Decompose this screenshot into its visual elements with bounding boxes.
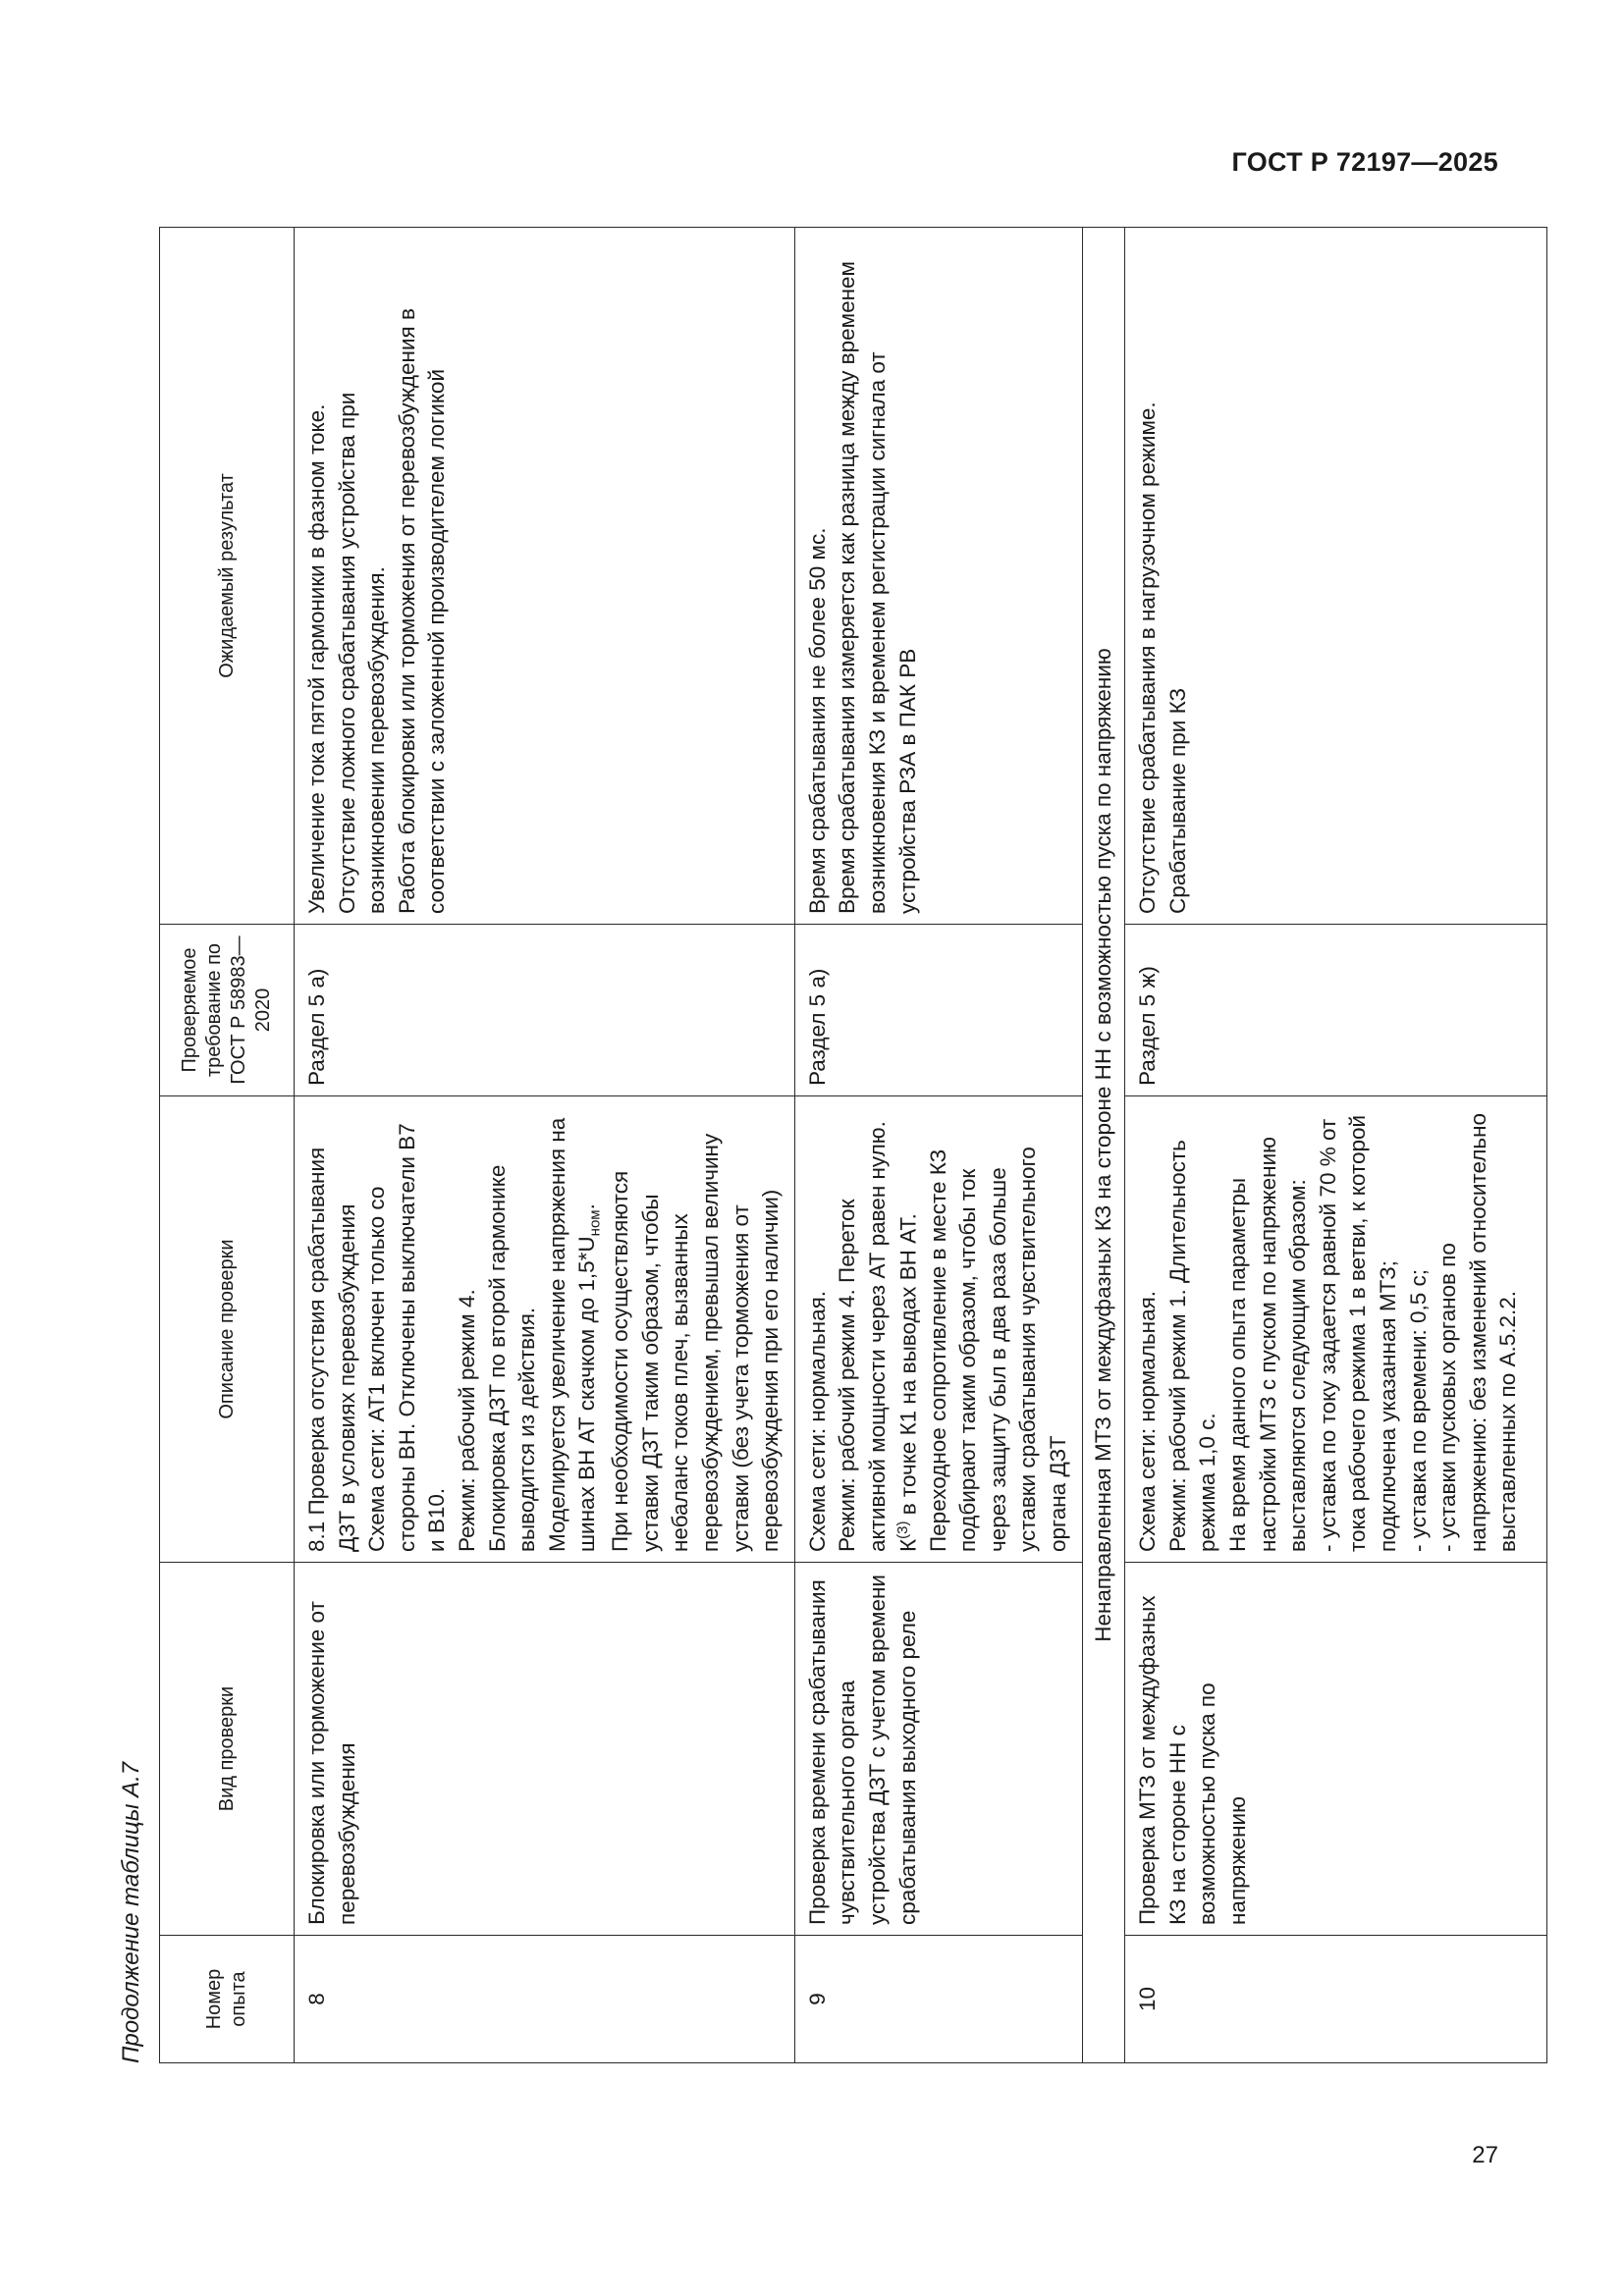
table-row [1125, 228, 1547, 2063]
result-line: Работа блокировки или торможения от перевозбуждения в соответствии с заложенной производителем логикой [394, 308, 450, 914]
row-kind: Блокировка или торможение от перевозбуждения [295, 1563, 795, 1936]
desc-line: - уставка по времени: 0,5 с; [1405, 1268, 1431, 1552]
desc-line: Схема сети: нормальная. [1135, 1290, 1161, 1552]
table-caption: Продолжение таблицы А.7 [118, 1761, 144, 2063]
col-header-result: Ожидаемый результат [160, 228, 295, 925]
desc-line: Схема сети: нормальная. [804, 1290, 830, 1552]
row-result [1125, 228, 1547, 925]
result-line: Отсутствие ложного срабатывания устройства при возникновении перевозбуждения. [334, 392, 390, 914]
desc-line: Режим: рабочий режим 4. [454, 1289, 479, 1552]
section-row [1082, 228, 1125, 2063]
row-requirement: Раздел 5 а) [295, 925, 795, 1096]
desc-line: Блокировка ДЗТ по второй гармонике выводится из действия. [484, 1164, 540, 1552]
col-header-number: Номер опыта [160, 1936, 295, 2063]
table-header-row [160, 228, 295, 2063]
row-result [295, 228, 795, 925]
desc-line: 8.1 Проверка отсутствия срабатывания ДЗТ в условиях перевозбуждения [304, 1147, 359, 1552]
desc-line-kz: $К^{(3)}$ в точке К1 на выводах ВН АТ. [893, 1213, 921, 1552]
table-row [794, 228, 1082, 2063]
row-number: 10 [1125, 1936, 1547, 2063]
col-header-kind: Вид проверки [160, 1563, 295, 1936]
desc-line: Схема сети: АТ1 включен только со стороны ВН. Отключены выключатели В7 и В10. [364, 1123, 450, 1552]
row-description [1125, 1096, 1547, 1563]
result-line: Срабатывание при КЗ [1164, 687, 1190, 914]
result-line: Увеличение тока пятой гармоники в фазном токе. [304, 403, 329, 914]
desc-line: Переходное сопротивление в месте КЗ подбирают таким образом, чтобы ток через защиту был в два раза больше уставки срабатывания чувствительного органа ДЗТ [925, 1147, 1071, 1552]
test-table [159, 227, 1547, 2063]
row-requirement: Раздел 5 ж) [1125, 925, 1547, 1096]
result-line: Время срабатывания не более 50 мс. [804, 527, 830, 914]
row-description [295, 1096, 795, 1563]
rotated-page-content [108, 228, 1521, 2063]
row-requirement: Раздел 5 а) [794, 925, 1082, 1096]
col-header-requirement: Проверяемое требование по ГОСТ Р 58983—2020 [160, 925, 295, 1096]
section-title: Ненаправленная МТЗ от междуфазных КЗ на стороне НН с возможностью пуска по напряжению [1082, 228, 1125, 2063]
result-line: Отсутствие срабатывания в нагрузочном режиме. [1135, 401, 1161, 914]
row-result [794, 228, 1082, 925]
desc-line: - уставка по току задается равной 70 % от тока рабочего режима 1 в ветви, к которой подключена указанная МТЗ; [1315, 1114, 1400, 1552]
col-header-description: Описание проверки [160, 1096, 295, 1563]
desc-line-unom: Моделируется увеличение напряжения на шинах ВН АТ скачком до $1,5*U_{ном}$. [544, 1117, 604, 1552]
desc-line: - уставки пусковых органов по напряжению: без изменений относительно выставленных по А.5.2.2. [1435, 1112, 1521, 1552]
row-number: 8 [295, 1936, 795, 2063]
desc-line: На время данного опыта параметры настройки МТЗ с пуском по напряжению выставляются следующим образом: [1225, 1136, 1311, 1552]
row-description [794, 1096, 1082, 1563]
table-row [295, 228, 795, 2063]
row-kind: Проверка времени срабатывания чувствительного органа устройства ДЗТ с учетом времени срабатывания выходного реле [794, 1563, 1082, 1936]
page-number: 27 [1472, 2142, 1498, 2168]
document-header: ГОСТ Р 72197—2025 [1231, 147, 1498, 177]
desc-line: При необходимости осуществляются уставки ДЗТ таким образом, чтобы небаланс токов плеч, вызванных перевозбуждением, превышал величину уставки (без учета торможения от перевозбуждения при его наличии) [608, 1133, 784, 1552]
result-line: Время срабатывания измеряется как разница между временем возникновения КЗ и временем регистрации сигнала от устройства РЗА в ПАК РВ [835, 260, 920, 914]
desc-line: Режим: рабочий режим 1. Длительность режима 1,0 с. [1164, 1140, 1220, 1552]
desc-line: Режим: рабочий режим 4. Переток активной мощности через АТ равен нулю. [835, 1121, 890, 1552]
row-number: 9 [794, 1936, 1082, 2063]
row-kind: Проверка МТЗ от междуфазных КЗ на стороне НН с возможностью пуска по напряжению [1125, 1563, 1547, 1936]
